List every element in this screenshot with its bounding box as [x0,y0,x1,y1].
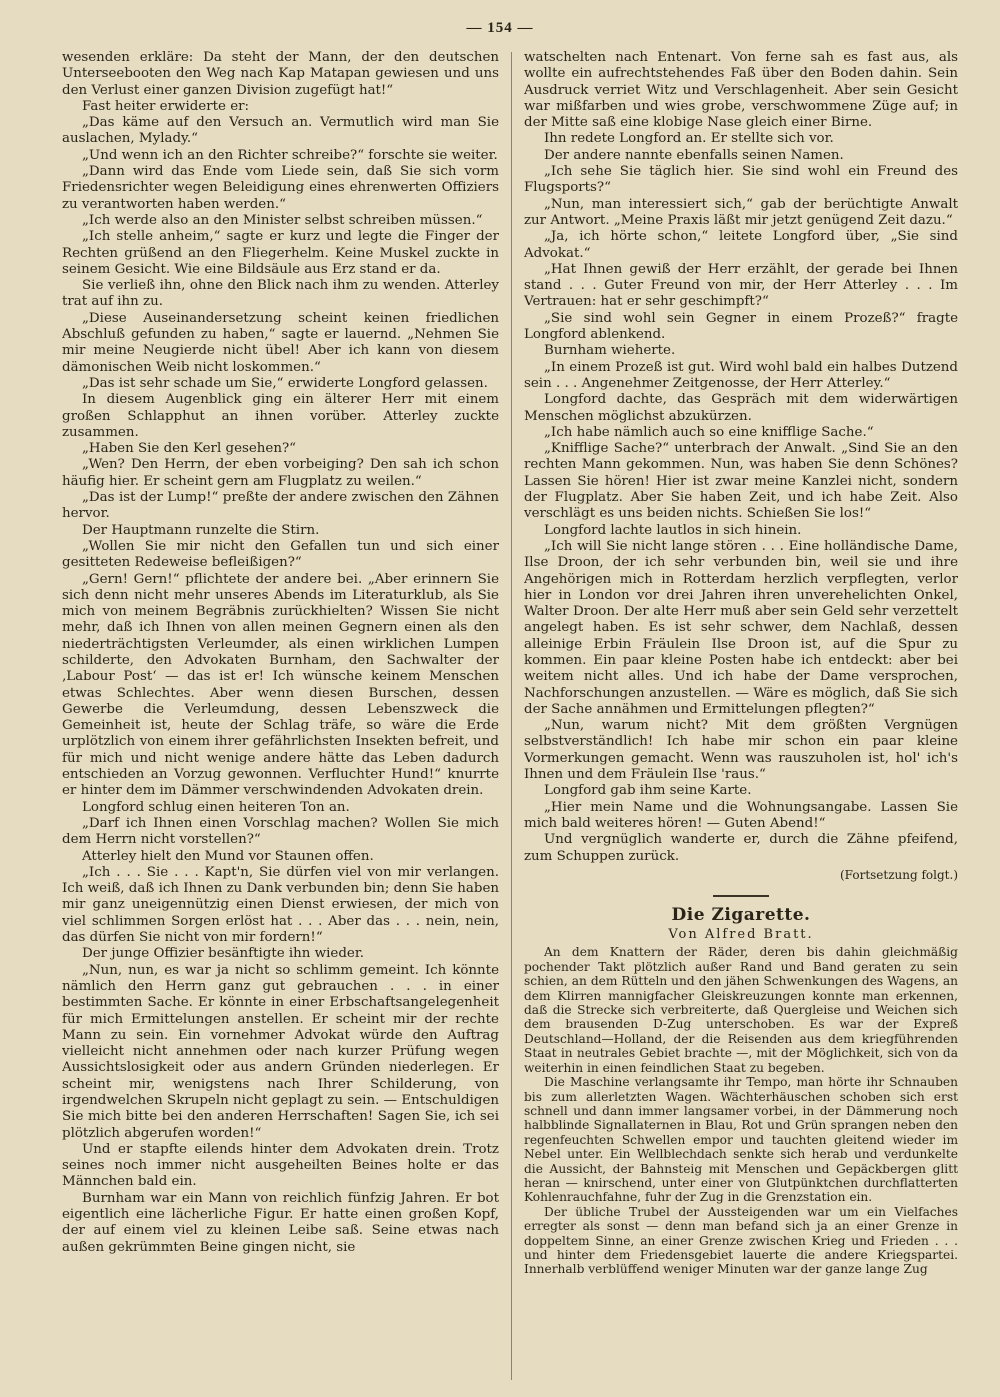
paragraph: „Ich will Sie nicht lange stören . . . Eine holländische Dame, Ilse Droon, der ich sehr verbunden bin, weil sie und ihre Angehörigen mich in Rotterdam herzlich verpflegten, verlor hier in London vor drei Jahren ihren unverehelichten Onkel, Walter Droon. Der alte Herr muß aber sein Geld sehr verzettelt angelegt haben. Es ist sehr schwer, dem Nachlaß, dessen alleinige Erbin Fräulein Ilse Droon ist, auf die Spur zu kommen. Ein paar kleine Posten habe ich entdeckt: aber bei weitem nicht alles. Und ich habe der Dame versprochen, Nachforschungen anzustellen. — Wäre es möglich, daß Sie sich der Sache annähmen und Ermittelungen pflegten?“ [524,538,958,717]
paragraph: „Diese Auseinandersetzung scheint keinen friedlichen Abschluß gefunden zu haben,“ sagte er lauernd. „Nehmen Sie mir meine Neugierde nicht übel! Aber ich kann von diesem dämonischen Weib nicht loskommen.“ [62,310,499,375]
paragraph: Und er stapfte eilends hinter dem Advokaten drein. Trotz seines noch immer nicht ausgeheilten Beines holte er das Männchen bald ein. [62,1141,499,1190]
paragraph: „Dann wird das Ende vom Liede sein, daß Sie sich vorm Friedensrichter wegen Beleidigung eines ehrenwerten Offiziers zu verantworten haben werden.“ [62,164,499,212]
paragraph: Longford dachte, das Gespräch mit dem widerwärtigen Menschen möglichst abzukürzen. [524,392,958,424]
paragraph: „Hier mein Name und die Wohnungsangabe. Lassen Sie mich bald weiteres hören! — Guten Abend!“ [524,799,958,831]
paragraph: watschelten nach Entenart. Von ferne sah es fast aus, als wollte ein aufrechtstehendes Faß über den Boden dahin. Sein Ausdruck verriet Witz und Verschlagenheit. Aber sein Gesicht war mißfarben und wies grobe, verschwommene Züge auf; in der Mitte saß eine klobige Nase gleich einer Birne. [524,50,958,131]
paragraph: Ihn redete Longford an. Er stellte sich vor. [544,131,834,147]
paragraph: „Knifflige Sache?“ unterbrach der Anwalt. „Sind Sie an den rechten Mann gekommen. Nun, was haben Sie denn Schönes? Lassen Sie hören! Hier ist zwar meine Kanzlei nicht, sondern der Flugplatz. Aber Sie haben Zeit, und ich habe Zeit. Also verschlägt es uns beiden nichts. Schießen Sie los!“ [524,441,958,522]
paragraph: Der andere nannte ebenfalls seinen Namen. [544,147,844,163]
paragraph: Sie verließ ihn, ohne den Blick nach ihm zu wenden. Atterley trat auf ihn zu. [62,278,499,310]
continuation-note: (Fortsetzung folgt.) [840,867,958,882]
paragraph: „Ja, ich hörte schon,“ leitete Longford über, „Sie sind Advokat.“ [524,229,958,261]
paragraph: „In einem Prozeß ist gut. Wird wohl bald ein halbes Dutzend sein . . . Angenehmer Zeitgenosse, der Herr Atterley.“ [524,359,958,391]
paragraph: Burnham war ein Mann von reichlich fünfzig Jahren. Er bot eigentlich eine lächerliche Figur. Er hatte einen großen Kopf, der auf einem viel zu kleinen Leibe saß. Seine etwas nach außen gekrümmten Beine gingen nicht, sie [62,1190,499,1255]
paragraph: Der Hauptmann runzelte die Stirn. [82,522,320,538]
paragraph: „Hat Ihnen gewiß der Herr erzählt, der gerade bei Ihnen stand . . . Guter Freund von mir, der Herr Atterley . . . Im Vertrauen: hat er sehr geschimpft?“ [524,261,958,310]
paragraph: Der junge Offizier besänftigte ihn wieder. [82,946,365,962]
paragraph: „Haben Sie den Kerl gesehen?“ [82,441,296,457]
paragraph: „Das ist der Lump!“ preßte der andere zwischen den Zähnen hervor. [62,490,499,522]
paragraph: „Und wenn ich an den Richter schreibe?“ forschte sie weiter. [82,147,498,163]
paragraph: „Nun, man interessiert sich,“ gab der berüchtigte Anwalt zur Antwort. „Meine Praxis läßt mir jetzt genügend Zeit dazu.“ [524,196,958,228]
paragraph: „Nun, nun, es war ja nicht so schlimm gemeint. Ich könnte nämlich den Herrn ganz gut gebrauchen . . . in einer bestimmten Sache. Er könnte in einer Erbschaftsangelegenheit für mich Ermittelungen anstellen. Er scheint mir der rechte Mann zu sein. Ein vornehmer Advokat würde den Auftrag vielleicht nicht annehmen oder nach kurzer Prüfung wegen Aussichtslosigkeit oder aus andern Gründen niederlegen. Er scheint mir, wenigstens nach Ihrer Schilderung, von irgendwelchen Skrupeln nicht geplagt zu sein. — Entschuldigen Sie mich bitte bei den anderen Herrschaften! Sagen Sie, ich sei plötzlich abgerufen worden!“ [62,962,499,1141]
story-paragraph: Die Maschine verlangsamte ihr Tempo, man hörte ihr Schnauben bis zum allerletzten Wagen. Wächterhäuschen schoben sich erst schnell und dann immer langsamer vorbei, in der Dämmerung noch halbblinde Signallaternen in Blau, Rot und Grün sprangen neben den regenfeuchten Schwellen empor und tauchten gleitend wieder im Nebel unter. Ein Wellblechdach senkte sich herab und verdunkelte die Aussicht, der Bahnsteig mit Menschen und Gepäckbergen glitt heran — knirschend, unter einer von Glutpünktchen durchflatterten Kohlenrauchfahne, fuhr der Zug in die Grenzstation ein. [524,1075,958,1205]
right-column [524,50,958,1380]
paragraph: Longford gab ihm seine Karte. [544,783,752,799]
paragraph: „Sie sind wohl sein Gegner in einem Prozeß?“ fragte Longford ablenkend. [524,310,958,343]
section-divider [713,895,769,897]
story-section [524,905,958,1277]
paragraph: „Ich werde also an den Minister selbst schreiben müssen.“ [82,212,483,228]
paragraph: „Ich sehe Sie täglich hier. Sie sind wohl ein Freund des Flugsports?“ [524,164,958,196]
paragraph: „Wollen Sie mir nicht den Gefallen tun und sich einer gesitteten Redeweise befleißigen?“ [62,538,499,571]
story-title: Die Zigarette. [671,905,811,926]
story-byline: Von Alfred Bratt. [668,927,814,943]
left-column [62,50,499,1380]
paragraph: Longford schlug einen heiteren Ton an. [82,799,350,815]
paragraph: „Gern! Gern!“ pflichtete der andere bei. „Aber erinnern Sie sich denn nicht mehr unseres Abends im Literaturklub, als Sie mich von meinem Begräbnis zurückhielten? Wissen Sie nicht mehr, daß ich Ihnen von allen meinen Gegnern einen als den niederträchtigsten Verleumder, als einen wirklichen Lumpen schilderte, den Advokaten Burnham, den Sachwalter der ‚Labour Post‘ — das ist er! Ich wünsche keinem Menschen etwas Schlechtes. Aber wenn diesen Burschen, dessen Gewerbe die Verleumdung, dessen Lebenszweck die Gemeinheit ist, heute der Schlag träfe, so wäre die Erde urplötzlich von einem ihrer gefährlichsten Insekten befreit, und für mich und nicht wenige andere hätte das Leben dadurch entschieden an Vorzug gewonnen. Verfluchter Hund!“ knurrte er hinter dem im Dämmer verschwindenden Advokaten drein. [62,571,499,799]
story-paragraph: Der übliche Trubel der Aussteigenden war um ein Vielfaches erregter als sonst — denn man befand sich ja an einer Grenze in doppeltem Sinne, an einer Grenze zwischen Krieg und Frieden . . . und hinter dem Friedensgebiet lauerte die andere Kriegspartei. Innerhalb verblüffend weniger Minuten war der ganze lange Zug [524,1204,958,1277]
column-divider [511,52,512,1380]
story-paragraph: An dem Knattern der Räder, deren bis dahin gleichmäßig pochender Takt plötzlich außer Rand und Band geraten zu sein schien, an dem Rütteln und den jähen Schwenkungen des Wagens, an dem Klirren mannigfacher Gleiskreuzungen konnte man erkennen, daß die Strecke sich verbreiterte, daß Quergleise und Weichen sich dem brausenden D-Zug unterschoben. Es war der Expreß Deutschland—Holland, der die Reisenden aus dem kriegführenden Staat in neutrales Gebiet brachte —, mit der Möglichkeit, sich von da weiterhin in einen feindlichen Staat zu begeben. [524,945,958,1075]
paragraph: wesenden erkläre: Da steht der Mann, der den deutschen Unterseebooten den Weg nach Kap Matapan gewiesen und uns den Verlust einer ganzen Division zugefügt hat!“ [62,50,499,98]
page-number: — 154 — [466,20,534,36]
paragraph: „Ich . . . Sie . . . Kapt'n, Sie dürfen viel von mir verlangen. Ich weiß, daß ich Ihnen zu Dank verbunden bin; denn Sie haben mir ganz uneigennützig einen Dienst erwiesen, der mich von viel schlimmen Sorgen erlöst hat . . . Aber das . . . nein, nein, das dürfen Sie nicht von mir fordern!“ [62,864,499,946]
paragraph: „Ich habe nämlich auch so eine knifflige Sache.“ [544,424,874,440]
paragraph: Longford lachte lautlos in sich hinein. [544,522,802,538]
paragraph: „Wen? Den Herrn, der eben vorbeiging? Den sah ich schon häufig hier. Er scheint gern am Flugplatz zu weilen.“ [62,457,499,489]
paragraph: „Das ist sehr schade um Sie,“ erwiderte Longford gelassen. [82,375,488,391]
paragraph: Fast heiter erwiderte er: [82,98,250,114]
paragraph: „Darf ich Ihnen einen Vorschlag machen? Wollen Sie mich dem Herrn nicht vorstellen?“ [62,815,499,848]
paragraph: „Nun, warum nicht? Mit dem größten Vergnügen selbstverständlich! Ich habe mir schon ein paar kleine Vormerkungen gemacht. Wenn was rauszuholen ist, hol' ich's Ihnen und dem Fräulein Ilse 'raus.“ [524,718,958,783]
paragraph: Burnham wieherte. [544,343,676,359]
paragraph: Und vergnüglich wanderte er, durch die Zähne pfeifend, zum Schuppen zurück. [524,832,958,864]
paragraph: In diesem Augenblick ging ein älterer Herr mit einem großen Schlapphut an ihnen vorüber. Atterley zuckte zusammen. [62,392,499,440]
paragraph: „Das käme auf den Versuch an. Vermutlich wird man Sie auslachen, Mylady.“ [62,115,499,147]
paragraph: Atterley hielt den Mund vor Staunen offen. [82,848,374,864]
paragraph: „Ich stelle anheim,“ sagte er kurz und legte die Finger der Rechten grüßend an den Fliegerhelm. Keine Muskel zuckte in seinem Gesicht. Wie eine Bildsäule aus Erz stand er da. [62,229,499,277]
